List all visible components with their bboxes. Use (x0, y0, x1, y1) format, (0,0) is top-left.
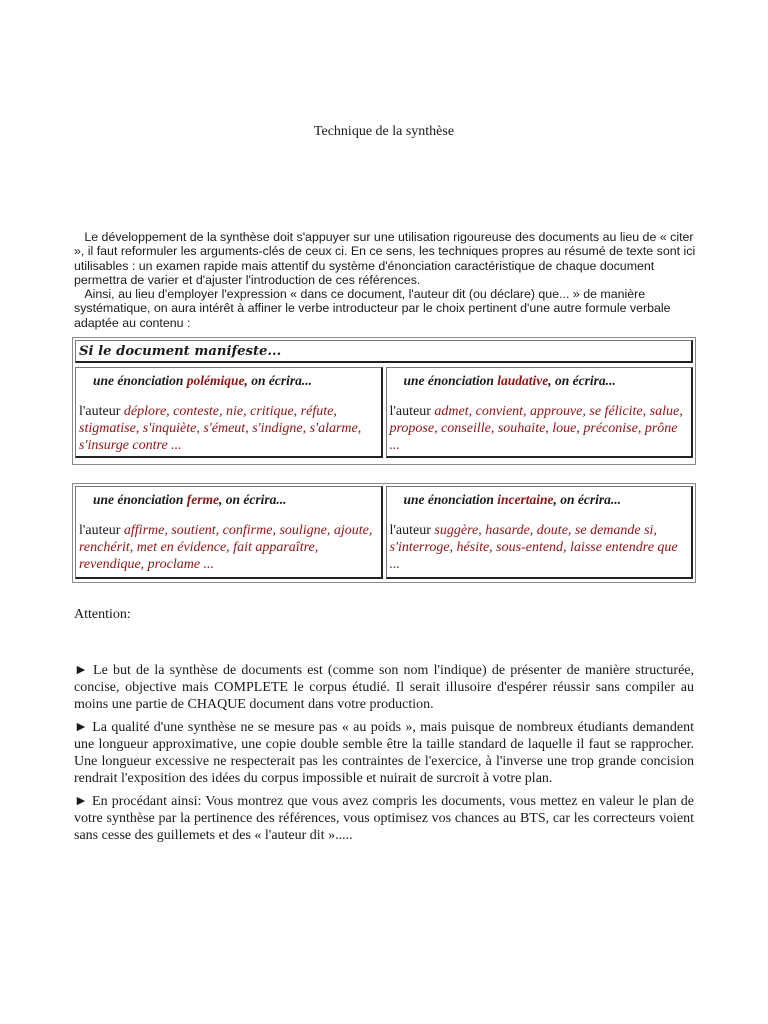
advice-paragraph: ► Le but de la synthèse de documents est (comme son nom l'indique) de présenter de manière structurée, concise, objective mais COMPLETE le corpus étudié. Il serait illusoire d'espérer réussir sans compiler au moins une partie de CHAQUE document dans votre production. (74, 663, 694, 712)
verb-list: admet, convient, approuve, se félicite, salue, propose, conseille, souhaite, loue, préconise, prône ... (389, 404, 683, 453)
advice-paragraph: ► La qualité d'une synthèse ne se mesure pas « au poids », mais puisque de nombreux étudiants demandent une longueur approximative, une copie double semble être la taille standard de laquelle il faut se rapprocher. Une longueur excessive ne respecterait pas les contraintes de l'exercice, à l'inverse une trop grande concision rendrait l'exposition des idées du corpus impossible et nuirait de surcroit à votre plan. (74, 720, 694, 786)
intro-paragraph (74, 230, 700, 287)
table-row (75, 367, 693, 458)
keyword: incertaine (497, 492, 554, 507)
advice-section (74, 662, 694, 850)
cell-body: l'auteur affirme, soutient, confirme, souligne, ajoute, renchérit, met en évidence, fait apparaître, revendique, proclame ... (79, 523, 373, 572)
cell-body: l'auteur admet, convient, approuve, se félicite, salue, propose, conseille, souhaite, loue, préconise, prône ... (389, 404, 683, 453)
page-title: Technique de la synthèse (313, 124, 455, 139)
cell-heading: une énonciation laudative, on écrira... (403, 373, 616, 388)
keyword: polémique (186, 373, 245, 388)
verb-list: déplore, conteste, nie, critique, réfute, stigmatise, s'inquiète, s'émeut, s'indigne, s'alarme, s'insurge contre ... (79, 404, 362, 453)
verb-list: affirme, soutient, confirme, souligne, ajoute, renchérit, met en évidence, fait apparaître, revendique, proclame ... (79, 523, 373, 572)
verb-list: suggère, hasarde, doute, se demande si, s'interroge, hésite, sous-entend, laisse entendre que ... (389, 523, 678, 572)
advice-paragraph: ► En procédant ainsi: Vous montrez que vous avez compris les documents, vous mettez en valeur le plan de votre synthèse par la pertinence des références, vous optimisez vos chances au BTS, car les correcteurs voient sans cesse des guillemets et des « l'auteur dit »..... (74, 794, 694, 843)
cell-polemique (75, 367, 383, 458)
cell-body: l'auteur suggère, hasarde, doute, se demande si, s'interroge, hésite, sous-entend, laisse entendre que ... (389, 523, 678, 572)
attention-heading: Attention: (74, 607, 131, 622)
enunciation-table-2 (72, 483, 696, 583)
cell-incertaine (386, 486, 694, 579)
table-heading: Si le document manifeste... (75, 340, 693, 363)
intro-p2-text: Ainsi, au lieu d'employer l'expression « dans ce document, l'auteur dit (ou déclare) que... » de manière systématique, on aura intérêt à affiner le verbe introducteur par le choix pertinent d'une autre formule verbale adaptée au contenu : (74, 287, 671, 330)
cell-ferme (75, 486, 383, 579)
keyword: laudative (497, 373, 549, 388)
table-row (75, 486, 693, 579)
cell-body: l'auteur déplore, conteste, nie, critique, réfute, stigmatise, s'inquiète, s'émeut, s'indigne, s'alarme, s'insurge contre ... (79, 404, 362, 453)
intro-p1-text: Le développement de la synthèse doit s'appuyer sur une utilisation rigoureuse des documents au lieu de « citer », il faut reformuler les arguments-clés de ceux ci. En ce sens, les techniques propres au résumé de texte sont ici utilisables : un examen rapide mais attentif du système d'énonciation caractéristique de chaque document permettra de varier et d'ajuster l'introduction de ces références. (74, 230, 696, 287)
enunciation-table-1 (72, 337, 696, 465)
cell-laudative (386, 367, 694, 458)
cell-heading: une énonciation ferme, on écrira... (93, 492, 287, 507)
keyword: ferme (186, 492, 220, 507)
intro-text (74, 230, 700, 330)
intro-paragraph (74, 287, 700, 330)
cell-heading: une énonciation incertaine, on écrira... (403, 492, 622, 507)
cell-heading: une énonciation polémique, on écrira... (93, 373, 313, 388)
